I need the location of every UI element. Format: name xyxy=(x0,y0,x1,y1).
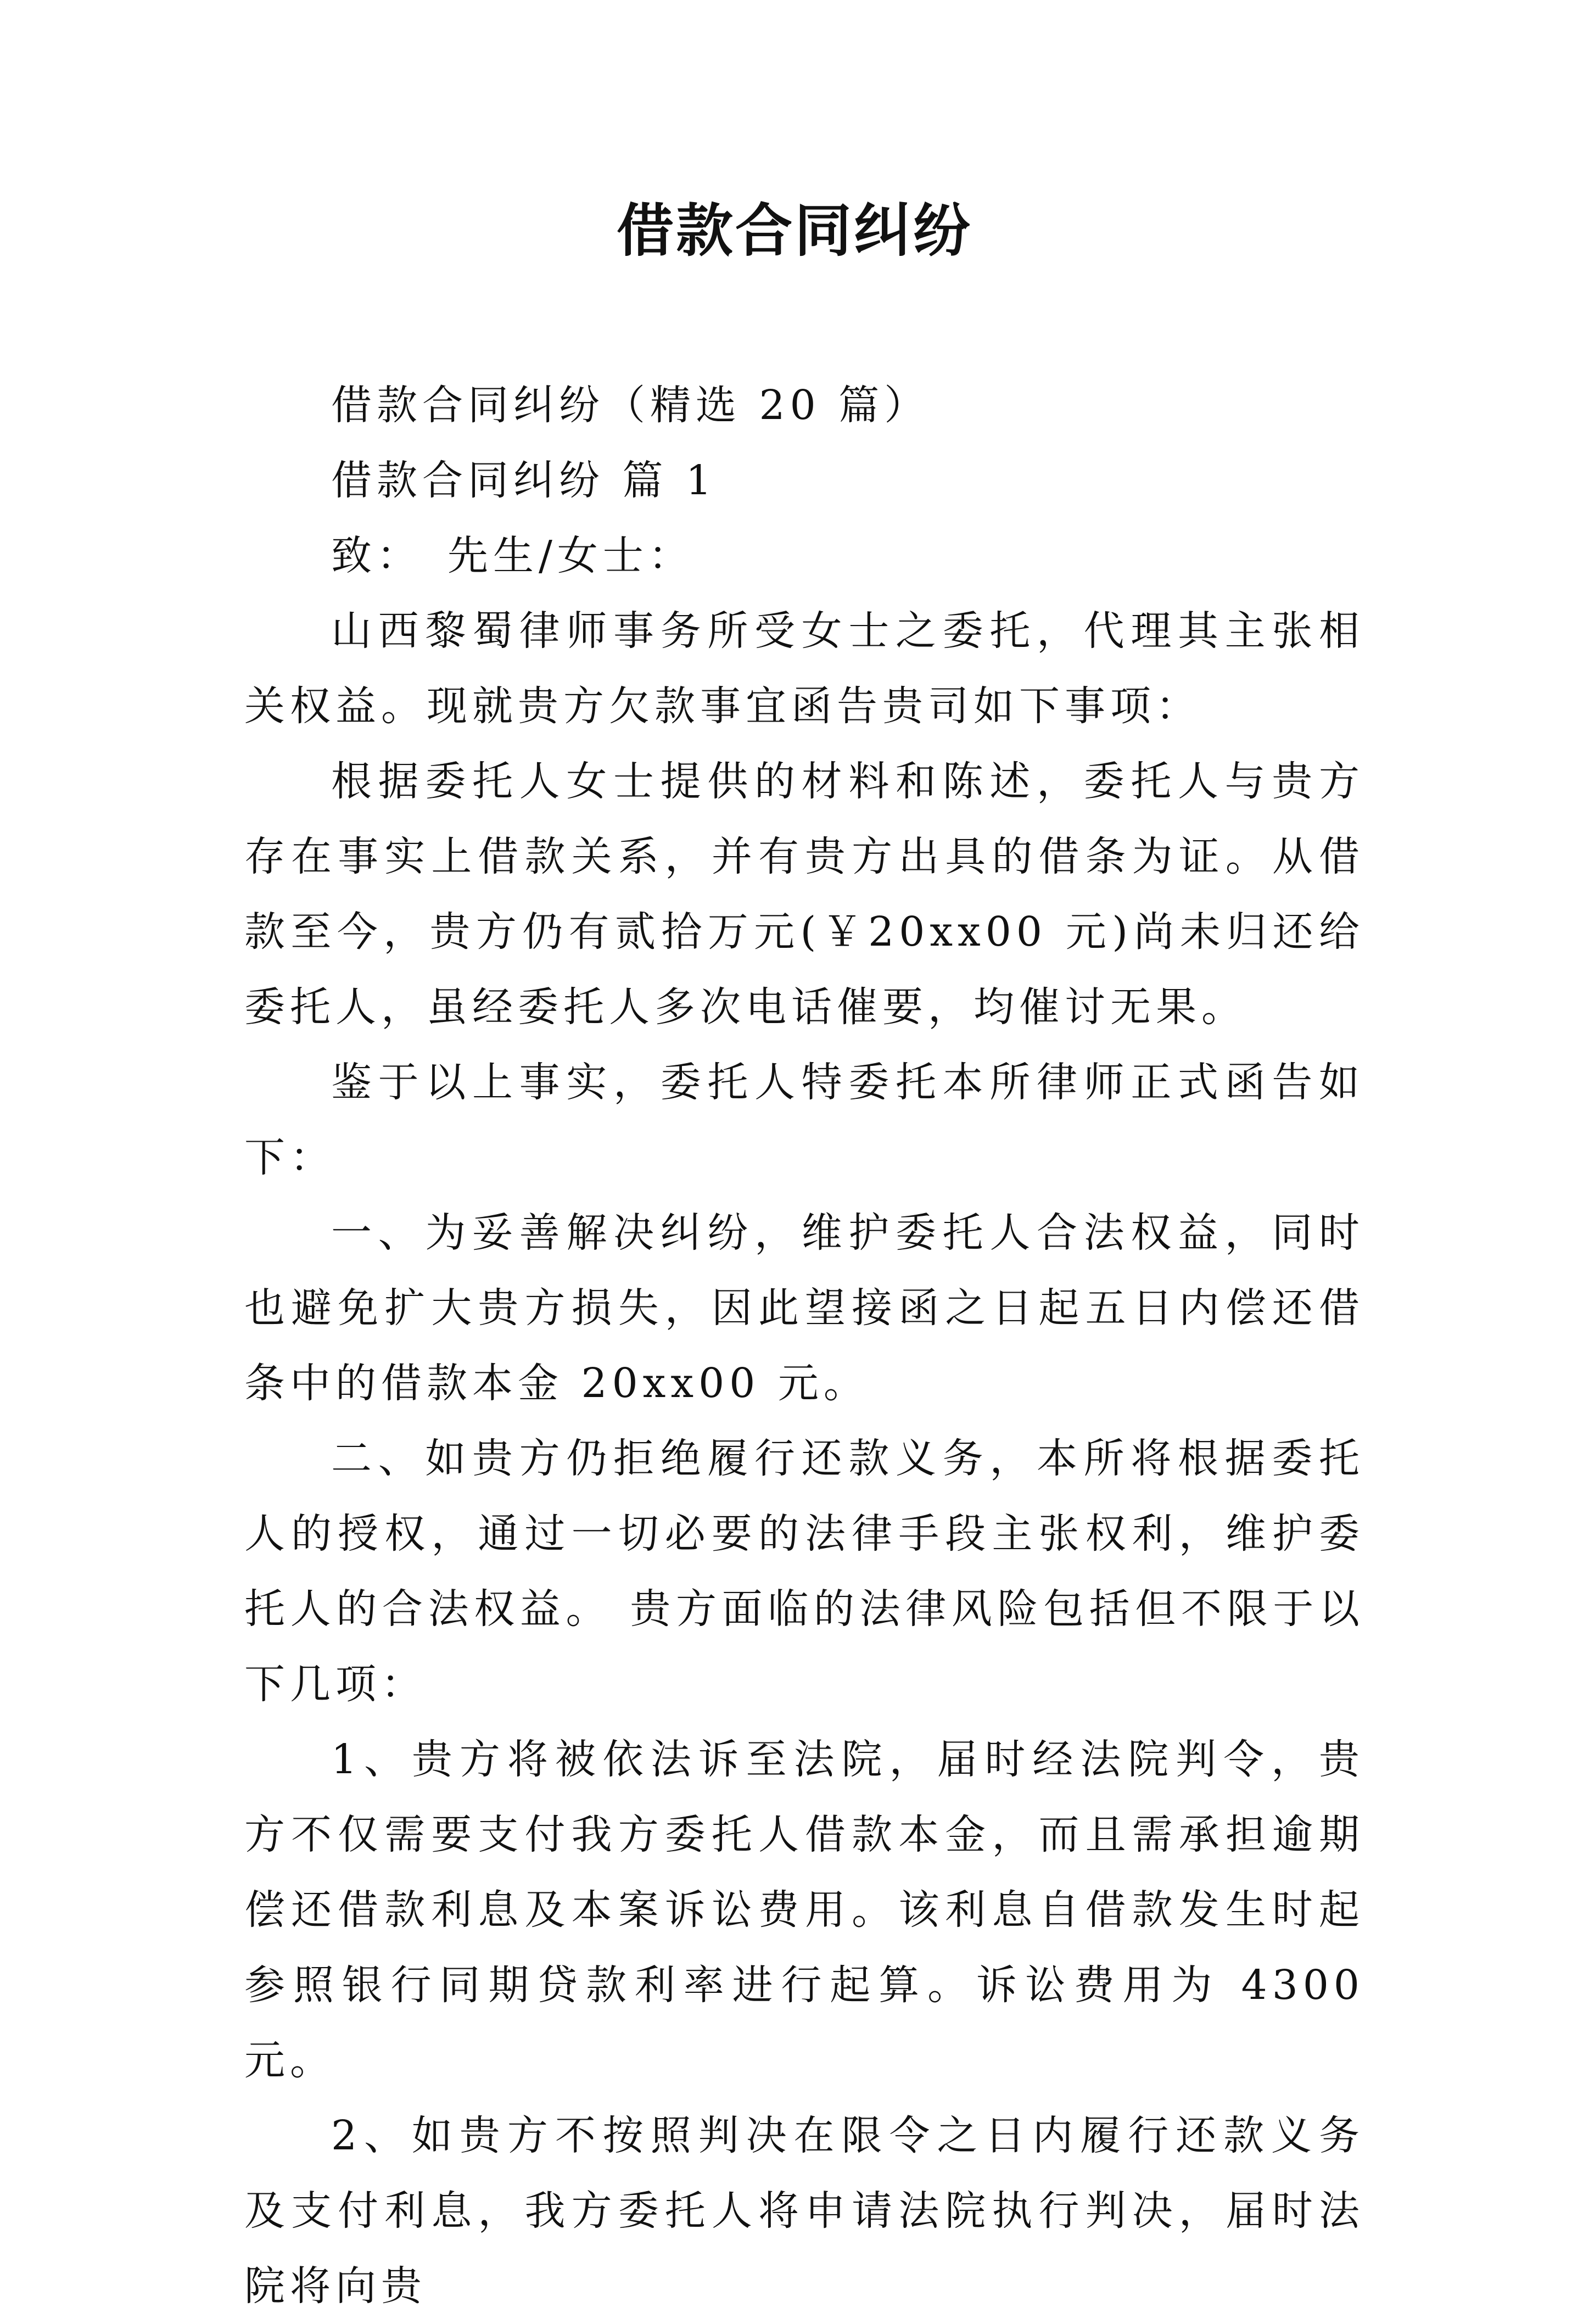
paragraph: 一、为妥善解决纠纷，维护委托人合法权益，同时也避免扩大贵方损失，因此望接函之日起五日内偿还借条中的借款本金 20xx00 元。 xyxy=(244,1209,1364,1407)
document-title: 借款合同纠纷 xyxy=(616,197,972,264)
paragraph: 1、贵方将被依法诉至法院，届时经法院判令，贵方不仅需要支付我方委托人借款本金，而且需承担逾期偿还借款利息及本案诉讼费用。该利息自借款发生时起参照银行同期贷款利率进行起算。诉讼费用为 4300 元。 xyxy=(244,1736,1364,2084)
paragraph-subtitle: 借款合同纠纷（精选 20 篇） xyxy=(331,382,930,429)
paragraph: 2、如贵方不按照判决在限令之日内履行还款义务及支付利息，我方委托人将申请法院执行判决，届时法院将向贵 xyxy=(244,2112,1364,2310)
paragraph-salutation: 致： 先生/女士： xyxy=(331,532,694,579)
paragraph: 根据委托人女士提供的材料和陈述，委托人与贵方存在事实上借款关系，并有贵方出具的借条为证。从借款至今，贵方仍有贰拾万元(￥20xx00 元)尚未归还给委托人，虽经委托人多次电话催要，均催讨无果。 xyxy=(244,758,1364,1031)
paragraph: 鉴于以上事实，委托人特委托本所律师正式函告如下： xyxy=(244,1059,1364,1181)
paragraph: 二、如贵方仍拒绝履行还款义务，本所将根据委托人的授权，通过一切必要的法律手段主张权利，维护委托人的合法权益。 贵方面临的法律风险包括但不限于以下几项： xyxy=(244,1435,1364,1708)
document-body xyxy=(244,368,1364,2324)
paragraph: 山西黎蜀律师事务所受女士之委托，代理其主张相关权益。现就贵方欠款事宜函告贵司如下事项： xyxy=(244,607,1364,730)
paragraph-section-heading: 借款合同纠纷 篇 1 xyxy=(331,457,717,504)
